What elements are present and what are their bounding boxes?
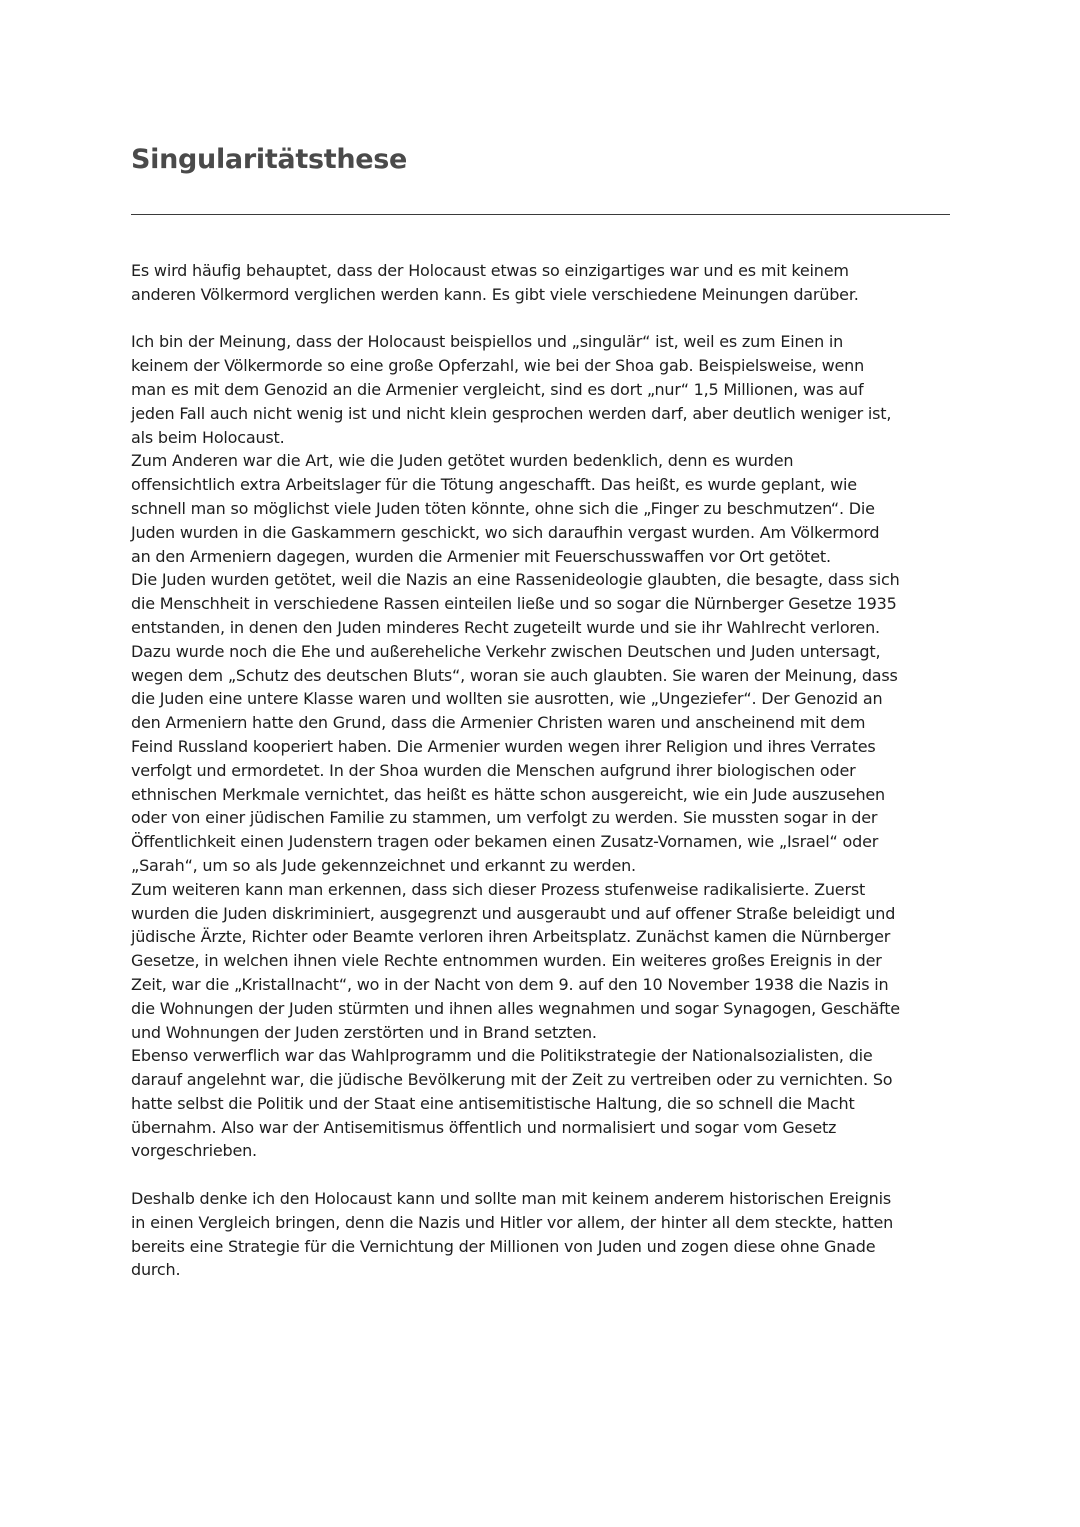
text-line: anderen Völkermord verglichen werden kann. Es gibt viele verschiedene Meinungen darüber. xyxy=(131,284,859,304)
text-line: wegen dem „Schutz des deutschen Bluts“, woran sie auch glaubten. Sie waren der Meinung, dass xyxy=(131,665,898,685)
text-line: Es wird häufig behauptet, dass der Holocaust etwas so einzigartiges war und es mit keinem xyxy=(131,261,849,280)
text-line: vorgeschrieben. xyxy=(131,1141,257,1161)
text-line: Zeit, war die „Kristallnacht“, wo in der Nacht von dem 9. auf den 10 November 1938 die Nazis in xyxy=(131,974,889,994)
text-line: Die Juden wurden getötet, weil die Nazis an eine Rassenideologie glaubten, die besagte, dass sich xyxy=(131,570,900,590)
paragraph-spacer xyxy=(131,1163,951,1187)
text-line: die Menschheit in verschiedene Rassen einteilen ließe und so sogar die Nürnberger Gesetze 1935 xyxy=(131,594,897,614)
text-line: man es mit dem Genozid an die Armenier vergleicht, sind es dort „nur“ 1,5 Millionen, was auf xyxy=(131,379,864,399)
text-line: die Wohnungen der Juden stürmten und ihnen alles wegnahmen und sogar Synagogen, Geschäfte xyxy=(131,998,900,1018)
text-line: ethnischen Merkmale vernichtet, das heißt es hätte schon ausgereicht, wie ein Jude auszusehen xyxy=(131,784,885,804)
paragraph xyxy=(131,330,951,1163)
text-line: „Sarah“, um so als Jude gekennzeichnet und erkannt zu werden. xyxy=(131,855,636,875)
text-line: durch. xyxy=(131,1260,181,1280)
text-line: Ebenso verwerflich war das Wahlprogramm und die Politikstrategie der Nationalsozialisten, die xyxy=(131,1046,873,1066)
text-line: keinem der Völkermorde so eine große Opferzahl, wie bei der Shoa gab. Beispielsweise, wenn xyxy=(131,356,865,376)
text-line: an den Armeniern dagegen, wurden die Armenier mit Feuerschusswaffen vor Ort getötet. xyxy=(131,546,831,566)
text-line: entstanden, in denen den Juden minderes Recht zugeteilt wurde und sie ihr Wahlrecht verloren. xyxy=(131,617,880,637)
text-line: wurden die Juden diskriminiert, ausgegrenzt und ausgeraubt und auf offener Straße beleidigt und xyxy=(131,903,896,923)
document-title: Singularitätsthese xyxy=(131,144,408,175)
text-line: Gesetze, in welchen ihnen viele Rechte entnommen wurden. Ein weiteres großes Ereignis in der xyxy=(131,951,882,971)
text-line: und Wohnungen der Juden zerstörten und in Brand setzten. xyxy=(131,1022,597,1042)
text-line: offensichtlich extra Arbeitslager für die Tötung angeschafft. Das heißt, es wurde geplant, wie xyxy=(131,475,857,495)
text-line: Juden wurden in die Gaskammern geschickt, wo sich daraufhin vergast wurden. Am Völkermord xyxy=(131,522,880,542)
text-line: jüdische Ärzte, Richter oder Beamte verloren ihren Arbeitsplatz. Zunächst kamen die Nürnberger xyxy=(131,927,891,947)
text-line: die Juden eine untere Klasse waren und wollten sie ausrotten, wie „Ungeziefer“. Der Genozid an xyxy=(131,689,883,709)
paragraph xyxy=(131,259,951,307)
paragraph xyxy=(131,1187,951,1282)
text-line: oder von einer jüdischen Familie zu stammen, um verfolgt zu werden. Sie mussten sogar in der xyxy=(131,808,878,828)
text-line: Dazu wurde noch die Ehe und außereheliche Verkehr zwischen Deutschen und Juden untersagt, xyxy=(131,641,881,661)
text-line: Öffentlichkeit einen Judenstern tragen oder bekamen einen Zusatz-Vornamen, wie „Israel“ oder xyxy=(131,832,879,852)
document-body xyxy=(131,259,951,1282)
text-line: übernahm. Also war der Antisemitismus öffentlich und normalisiert und sogar vom Gesetz xyxy=(131,1117,837,1137)
title-divider xyxy=(131,214,950,215)
text-line: verfolgt und ermordetet. In der Shoa wurden die Menschen aufgrund ihrer biologischen oder xyxy=(131,760,856,780)
text-line: schnell man so möglichst viele Juden töten könnte, ohne sich die „Finger zu beschmutzen“. Die xyxy=(131,498,875,518)
text-line: als beim Holocaust. xyxy=(131,427,285,447)
text-line: Zum weiteren kann man erkennen, dass sich dieser Prozess stufenweise radikalisierte. Zuerst xyxy=(131,879,866,899)
paragraph-spacer xyxy=(131,307,951,331)
text-line: Ich bin der Meinung, dass der Holocaust beispiellos und „singulär“ ist, weil es zum Einen in xyxy=(131,332,844,352)
text-line: den Armeniern hatte den Grund, dass die Armenier Christen waren und anscheinend mit dem xyxy=(131,713,866,733)
text-line: Zum Anderen war die Art, wie die Juden getötet wurden bedenklich, denn es wurden xyxy=(131,451,794,471)
text-line: jeden Fall auch nicht wenig ist und nicht klein gesprochen werden darf, aber deutlich weniger ist, xyxy=(131,403,892,423)
text-line: Feind Russland kooperiert haben. Die Armenier wurden wegen ihrer Religion und ihres Verrates xyxy=(131,736,876,756)
text-line: darauf angelehnt war, die jüdische Bevölkerung mit der Zeit zu vertreiben oder zu vernichten. So xyxy=(131,1070,893,1090)
text-line: hatte selbst die Politik und der Staat eine antisemitistische Haltung, die so schnell die Macht xyxy=(131,1093,855,1113)
text-line: Deshalb denke ich den Holocaust kann und sollte man mit keinem anderem historischen Ereignis xyxy=(131,1189,891,1209)
text-line: in einen Vergleich bringen, denn die Nazis und Hitler vor allem, der hinter all dem steckte, hatten xyxy=(131,1212,894,1232)
text-line: bereits eine Strategie für die Vernichtung der Millionen von Juden und zogen diese ohne Gnade xyxy=(131,1236,876,1256)
